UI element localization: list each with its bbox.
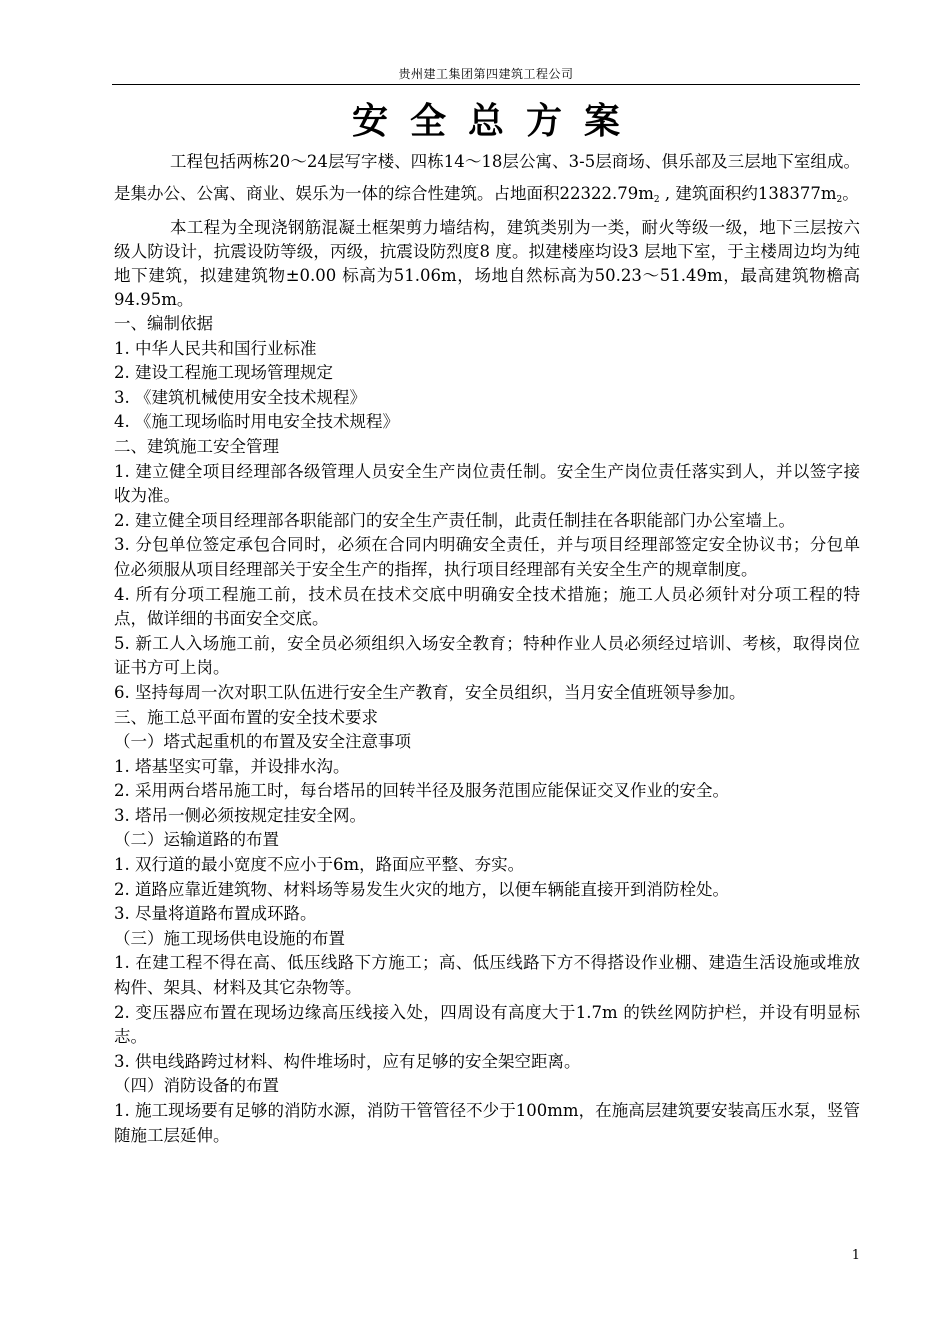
list-item: 3. 塔吊一侧必须按规定挂安全网。: [114, 805, 366, 825]
list-item: 5. 新工人入场施工前，安全员必须组织入场安全教育；特种作业人员必须经过培训、考核，取得岗位证书方可上岗。: [114, 633, 860, 678]
subsection-heading: （一）塔式起重机的布置及安全注意事项: [114, 732, 411, 752]
area-unit-superscript-2: 2: [836, 195, 843, 205]
subsection-heading: （三）施工现场供电设施的布置: [114, 928, 345, 948]
list-item: 1. 建立健全项目经理部各级管理人员安全生产岗位责任制。安全生产岗位责任落实到人，并以签字接收为准。: [114, 461, 860, 506]
page-header: 贵州建工集团第四建筑工程公司: [398, 67, 574, 81]
list-item: 4. 《施工现场临时用电安全技术规程》: [114, 412, 399, 432]
list-item: 1. 中华人民共和国行业标准: [114, 338, 317, 358]
intro-paragraph-2: 本工程为全现浇钢筋混凝土框架剪力墙结构，建筑类别为一类，耐火等级一级，地下三层按六级人防设计，抗震设防等级，丙级，抗震设防烈度8 度。拟建楼座均设3 层地下室，于主楼周边均为纯地下建筑，拟建建筑物±0.00 标高为51.06m，场地自然标高为50.23～51.49m，最高建筑物檐高94.95m。: [114, 218, 860, 309]
intro-p1-end: 。: [842, 184, 859, 203]
list-item: 1. 双行道的最小宽度不应小于6m，路面应平整、夯实。: [114, 855, 525, 875]
list-item: 2. 建立健全项目经理部各职能部门的安全生产责任制，此责任制挂在各职能部门办公室墙上。: [114, 510, 795, 530]
list-item: 2. 建设工程施工现场管理规定: [114, 363, 333, 383]
subsection-roads: [114, 828, 860, 926]
header-divider: [112, 84, 860, 85]
document-body: [114, 146, 860, 1148]
list-item: 2. 采用两台塔吊施工时，每台塔吊的回转半径及服务范围应能保证交叉作业的安全。: [114, 781, 729, 801]
list-item: 1. 施工现场要有足够的消防水源，消防干管管径不少于100mm，在施高层建筑要安装高压水泵，竖管随施工层延伸。: [114, 1101, 860, 1145]
list-item: 3. 分包单位签定承包合同时，必须在合同内明确安全责任，并与项目经理部签定安全协议书；分包单位必须服从项目经理部关于安全生产的指挥，执行项目经理部有关安全生产的规章制度。: [114, 535, 860, 579]
section-basis: [114, 312, 860, 435]
list-item: 2. 变压器应布置在现场边缘高压线接入处，四周设有高度大于1.7m 的铁丝网防护栏，并设有明显标志。: [114, 1002, 860, 1047]
subsection-tower-crane: [114, 730, 860, 828]
subsection-heading: （二）运输道路的布置: [114, 830, 279, 850]
list-item: 6. 坚持每周一次对职工队伍进行安全生产教育，安全员组织，当月安全值班领导参加。: [114, 682, 746, 702]
intro-paragraph-1: [114, 146, 860, 216]
intro-p1-main: 工程包括两栋20～24层写字楼、四栋14～18层公寓、3-5层商场、俱乐部及三层地下室组成。是集办公、公寓、商业、娱乐为一体的综合性建筑。占地面积22322.79m: [114, 152, 860, 203]
list-item: 3. 尽量将道路布置成环路。: [114, 904, 317, 924]
list-item: 1. 塔基坚实可靠，并设排水沟。: [114, 756, 350, 776]
section-heading: 一、编制依据: [114, 314, 213, 333]
document-title: 安全总方案: [351, 101, 642, 142]
subsection-fire-equipment: [114, 1074, 860, 1148]
page-number: 1: [851, 1248, 860, 1263]
section-heading: 二、建筑施工安全管理: [114, 436, 279, 456]
section-site-layout: [114, 706, 860, 731]
section-heading: 三、施工总平面布置的安全技术要求: [114, 707, 378, 727]
intro-p1-mid: , 建筑面积约138377m: [659, 184, 837, 203]
area-unit-superscript: 2: [653, 195, 660, 205]
subsection-power-supply: [114, 927, 860, 1075]
list-item: 4. 所有分项工程施工前，技术员在技术交底中明确安全技术措施；施工人员必须针对分项工程的特点，做详细的书面安全交底。: [114, 584, 860, 629]
subsection-heading: （四）消防设备的布置: [114, 1076, 279, 1096]
list-item: 3. 供电线路跨过材料、构件堆场时，应有足够的安全架空距离。: [114, 1051, 581, 1071]
list-item: 2. 道路应靠近建筑物、材料场等易发生火灾的地方，以便车辆能直接开到消防栓处。: [114, 879, 729, 899]
section-safety-management: [114, 435, 860, 706]
list-item: 1. 在建工程不得在高、低压线路下方施工；高、低压线路下方不得搭设作业棚、建造生活设施或堆放构件、架具、材料及其它杂物等。: [114, 953, 860, 998]
list-item: 3. 《建筑机械使用安全技术规程》: [114, 387, 366, 407]
